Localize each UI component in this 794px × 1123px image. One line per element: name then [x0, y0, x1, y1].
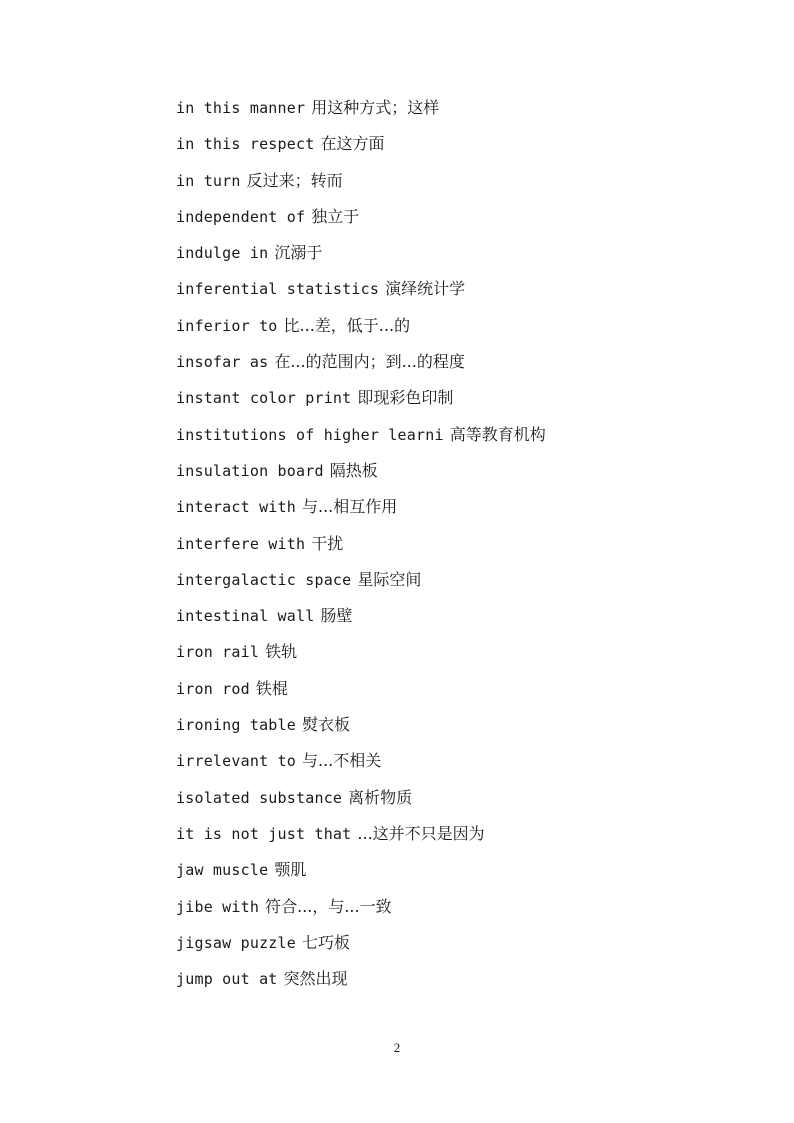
entry-term: institutions of higher learni [176, 425, 444, 444]
list-item [176, 420, 546, 456]
entry-meaning: 七巧板 [302, 932, 351, 952]
entry-meaning: 铁棍 [255, 678, 288, 698]
entry-term: jump out at [176, 970, 278, 989]
entry-term: isolated substance [176, 788, 343, 807]
entry-term: inferential statistics [176, 280, 380, 299]
entry-term: iron rod [176, 679, 250, 698]
entry-term: iron rail [176, 643, 260, 662]
list-item [176, 674, 546, 710]
list-item [176, 928, 546, 964]
list-item [176, 601, 546, 637]
entry-meaning: 符合...，与...一致 [265, 896, 392, 916]
list-item [176, 492, 546, 528]
list-item [176, 855, 546, 891]
list-item [176, 347, 546, 383]
entry-term: intergalactic space [176, 570, 352, 589]
list-item [176, 637, 546, 673]
entry-term: inferior to [176, 316, 278, 335]
entry-meaning: 即现彩色印制 [357, 388, 454, 408]
list-item [176, 964, 546, 1000]
entry-meaning: 反过来；转而 [246, 170, 343, 190]
entry-term: indulge in [176, 244, 269, 263]
entry-meaning: 与...相互作用 [302, 497, 398, 517]
entry-meaning: 在这方面 [320, 134, 385, 154]
list-item [176, 311, 546, 347]
entry-term: interfere with [176, 534, 306, 553]
entry-meaning: 在...的范围内；到...的程度 [274, 352, 465, 372]
list-item [176, 383, 546, 419]
entry-term: ironing table [176, 716, 296, 735]
entry-meaning: 沉溺于 [274, 243, 323, 263]
list-item [176, 238, 546, 274]
list-item [176, 202, 546, 238]
entry-meaning: ...这并不只是因为 [357, 823, 485, 843]
entry-meaning: 星际空间 [357, 569, 422, 589]
entry-meaning: 用这种方式；这样 [311, 98, 440, 117]
entry-term: interact with [176, 498, 296, 517]
list-item [176, 565, 546, 601]
list-item [176, 129, 546, 165]
entry-meaning: 突然出现 [283, 969, 348, 989]
entry-meaning: 干扰 [311, 533, 344, 553]
entry-term: irrelevant to [176, 752, 296, 771]
entry-term: intestinal wall [176, 607, 315, 626]
entry-term: it is not just that [176, 824, 352, 843]
list-item [176, 892, 546, 928]
list-item [176, 274, 546, 310]
entry-meaning: 铁轨 [265, 642, 298, 662]
entry-term: insulation board [176, 461, 324, 480]
entry-meaning: 隔热板 [329, 460, 378, 480]
entry-meaning: 颚肌 [274, 860, 307, 880]
entry-term: jigsaw puzzle [176, 933, 296, 952]
entry-term: insofar as [176, 353, 269, 372]
entry-meaning: 比...差，低于...的 [283, 315, 411, 335]
entry-meaning: 高等教育机构 [449, 424, 546, 444]
entry-meaning: 离析物质 [348, 787, 413, 807]
entry-term: independent of [176, 207, 306, 226]
list-item [176, 783, 546, 819]
entry-term: in this respect [176, 135, 315, 154]
entry-meaning: 演绎统计学 [385, 279, 466, 299]
page-number: 2 [393, 1040, 401, 1055]
entry-meaning: 肠壁 [320, 606, 353, 626]
list-item [176, 166, 546, 202]
entry-term: jibe with [176, 897, 260, 916]
entry-term: in turn [176, 171, 241, 190]
entry-term: instant color print [176, 389, 352, 408]
entry-meaning: 与...不相关 [302, 751, 382, 771]
list-item [176, 819, 546, 855]
list-item [176, 710, 546, 746]
list-item [176, 456, 546, 492]
entry-meaning: 熨衣板 [302, 715, 351, 735]
list-item [176, 529, 546, 565]
entry-meaning: 独立于 [311, 206, 360, 226]
entry-term: in this manner [176, 99, 306, 117]
list-item [176, 93, 546, 129]
vocabulary-list [176, 93, 546, 1000]
list-item [176, 746, 546, 782]
entry-term: jaw muscle [176, 861, 269, 880]
